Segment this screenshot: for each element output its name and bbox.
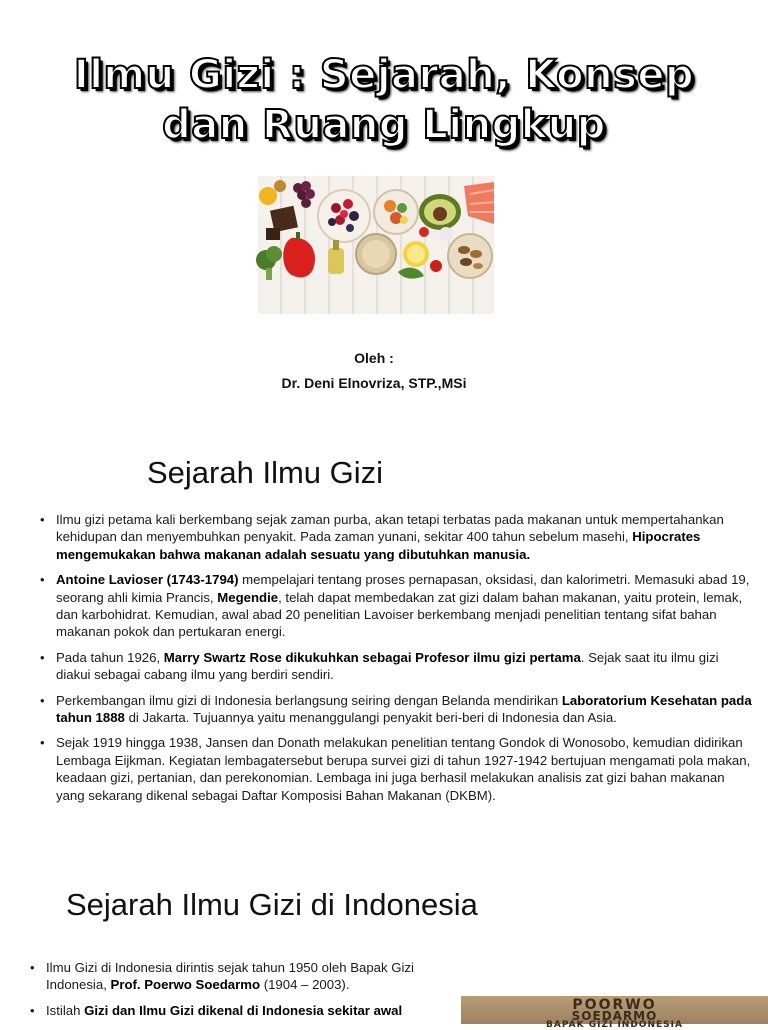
bold-text: Marry Swartz Rose dikukuhkan sebagai Profesor ilmu gizi pertama [163,649,581,665]
text-run: Ilmu Gizi di Indonesia dirintis sejak tahun 1950 oleh Bapak Gizi Indonesia, [46,960,414,993]
text-run: Pada tahun 1926, [56,649,164,665]
bullet-item [30,1002,450,1019]
text-run: Sejak 1919 hingga 1938, Jansen dan Donath melakukan penelitian tentang Gondok di Wonosobo, kemudian didirikan Lembaga Eijkman. Kegiatan lembagatersebut berupa survei gizi di tahun 1927-1942 bertujuan mengamati pola makan, keadaan gizi, pertanian, dan perekonomian. Lembaga ini juga berhasil melakukan analisis zat gizi bahan makanan yang sekarang dikenal sebagai Daftar Komposisi Bahan Makanan (DKBM). [56,735,751,803]
text-run: , telah dapat membedakan zat gizi dalam bahan makanan, yaitu protein, lemak, dan karbohidrat. Kemudian, awal abad 20 penelitian Lavoiser berkembang menjadi penelitian tentang sifat bahan makanan pokok dan pertukaran energi. [56,589,743,640]
text-run: Ilmu gizi petama kali berkembang sejak zaman purba, akan tetapi terbatas pada makanan untuk mempertahankan kehidupan dan menyembuhkan penyakit. Pada zaman yunani, sekitar 400 tahun sebelum masehi, [56,512,724,545]
indonesia-bullet-list [30,959,450,1027]
bold-text: Hipocrates mengemukakan bahwa makanan adalah sesuatu yang dibutuhkan manusia. [56,529,701,562]
bold-text: Laboratorium Kesehatan pada tahun 1888 [56,692,752,726]
title-line-1: Ilmu Gizi : Sejarah, Konsep [73,52,695,98]
section-heading-indonesia: Sejarah Ilmu Gizi di Indonesia [66,887,478,922]
title-line-2: dan Ruang Lingkup [162,102,606,148]
text-run: Istilah [46,1002,85,1018]
bullet-item [40,649,752,684]
document-title [0,50,768,150]
text-run: . Sejak saat itu ilmu gizi diakui sebagai cabang ilmu yang berdiri sendiri. [56,649,719,683]
badge-caption: BAPAK GIZI INDONESIA [546,1020,683,1030]
text-run: Perkembangan ilmu gizi di Indonesia berlangsung seiring dengan Belanda mendirikan [56,692,562,708]
poorwo-soedarmo-photo [461,996,768,1030]
badge-name-line-2: SOEDARMO [571,1009,658,1023]
bullet-item [40,692,752,727]
bullet-item [40,511,752,563]
bullet-item [30,959,450,994]
badge-name-line-1: POORWO [572,997,657,1013]
healthy-food-image [258,176,494,314]
bold-text: Prof. Poerwo Soedarmo [110,977,261,993]
byline-label: Oleh : [354,350,394,366]
text-run: di Jakarta. Tujuannya yaitu menanggulangi penyakit beri-beri di Indonesia dan Asia. [124,710,617,726]
section-heading-sejarah: Sejarah Ilmu Gizi [147,455,384,490]
text-run: mempelajari tentang proses pernapasan, oksidasi, dan kalorimetri. Memasuki abad 19, seorang ahli kimia Prancis, [56,572,750,605]
bullet-item [40,734,752,804]
text-run: (1904 – 2003). [260,977,350,993]
bullet-item [40,571,752,641]
sejarah-bullet-list [40,511,752,812]
bold-text: Gizi dan Ilmu Gizi dikenal di Indonesia sekitar awal [84,1002,403,1018]
author-name: Dr. Deni Elnovriza, STP.,MSi [281,375,467,391]
bold-text: Megendie [217,589,279,605]
bold-text: Antoine Lavioser (1743-1794) [56,572,239,588]
food-illustration [258,176,494,314]
